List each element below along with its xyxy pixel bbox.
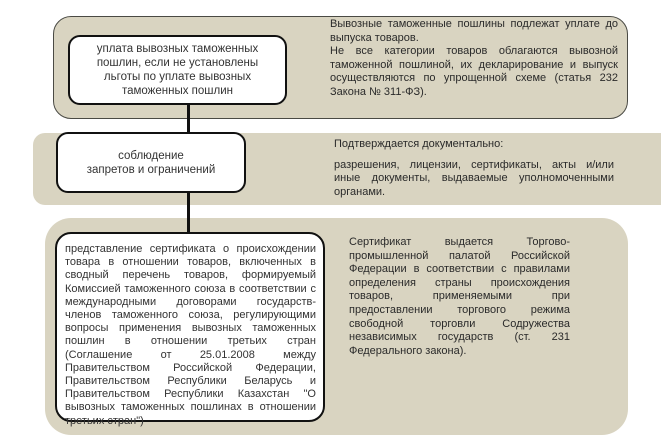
note-prohibitions [334,138,614,199]
note-duties-line-1: Вывозные таможенные пошлины подлежат уплате до выпуска товаров. [330,18,618,44]
note-duties-line-2: Не все категории товаров облагаются вывозной таможенной пошлиной, их декларирование и выпуск осуществляются по упрощенной схеме (статья 232 Закона № 311-ФЗ). [330,45,618,98]
condition-text-certificate: представление сертификата о происхождении товара в отношении товаров, включенных в сводный перечень товаров, формируемый Комиссией таможенного союза в соответствии с международными договорами государств-членов таможенного союза, регулирующими вопросы применения вывозных таможенных пошлин в отношении третьих стран (Соглашение от 25.01.2008 между Правительством Российской Федерации, Правительством Республики Беларусь и Правительством Республики Казахстан "О вывозных таможенных пошлинах в отношении третьих стран") [65,243,316,427]
condition-box-prohibitions [56,132,246,193]
note-prohibitions-body: разрешения, лицензии, сертификаты, акты и/или иные документы, выдаваемые уполномоченными органами. [334,158,614,198]
connector-line-1 [187,104,190,133]
note-prohibitions-heading: Подтверждается документально: [334,138,504,150]
condition-text-prohibitions-1: соблюдение [118,149,184,162]
note-certificate [349,236,570,358]
connector-line-2 [187,193,190,233]
condition-text-duties: уплата вывозных таможенных пошлин, если не установлены льготы по уплате вывозных таможенных пошлин [96,43,259,97]
condition-text-prohibitions-2: запретов и ограничений [86,163,216,176]
condition-box-certificate [55,232,325,427]
note-duties [330,18,618,100]
note-certificate-text: Сертификат выдается Торгово-промышленной палатой Российской Федерации в соответствии с правилами определения страны происхождения товаров, применяемыми при предоставлении торгового режима свободной торговли Содружества независимых государств (ст. 231 Федерального закона). [349,236,570,357]
condition-box-duties [68,35,287,105]
